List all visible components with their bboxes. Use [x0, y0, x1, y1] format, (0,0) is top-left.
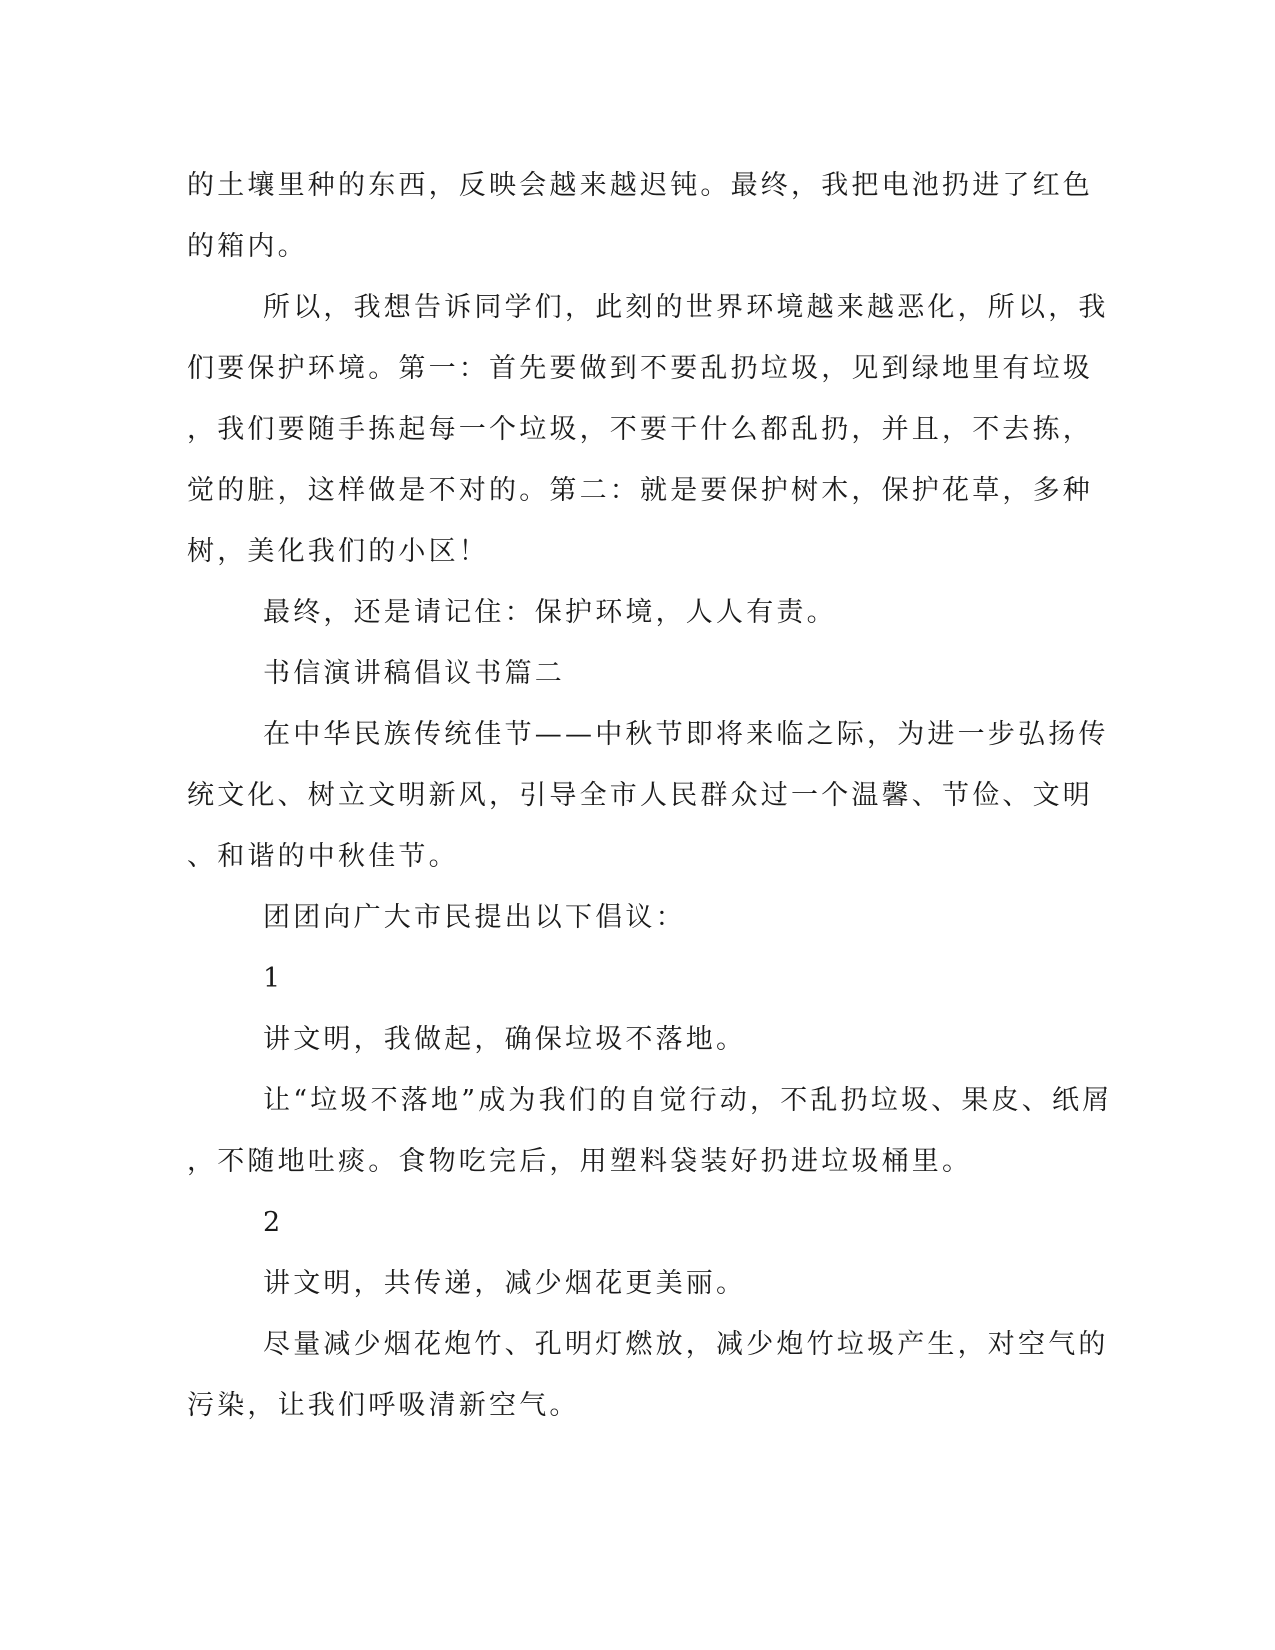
text-line: 的箱内。 — [187, 231, 308, 262]
text-line: 树，美化我们的小区！ — [187, 536, 489, 567]
text-line: 团团向广大市民提出以下倡议： — [263, 902, 686, 933]
text-line: 在中华民族传统佳节——中秋节即将来临之际，为进一步弘扬传 — [263, 719, 1109, 750]
text-line: 污染，让我们呼吸清新空气。 — [187, 1390, 580, 1421]
text-line: 、和谐的中秋佳节。 — [187, 841, 459, 872]
list-number: 2 — [263, 1207, 284, 1238]
text-line: 统文化、树立文明新风，引导全市人民群众过一个温馨、节俭、文明 — [187, 780, 1093, 811]
list-item-title: 讲文明，我做起，确保垃圾不落地。 — [263, 1024, 747, 1055]
text-line: ，我们要随手拣起每一个垃圾，不要干什么都乱扔，并且，不去拣， — [187, 414, 1093, 445]
text-line: 尽量减少烟花炮竹、孔明灯燃放，减少炮竹垃圾产生，对空气的 — [263, 1329, 1109, 1360]
text-line: 所以，我想告诉同学们，此刻的世界环境越来越恶化，所以，我 — [263, 292, 1109, 323]
text-line: ，不随地吐痰。食物吃完后，用塑料袋装好扔进垃圾桶里。 — [187, 1146, 973, 1177]
section-heading: 书信演讲稿倡议书篇二 — [263, 658, 565, 689]
list-item-title: 讲文明，共传递，减少烟花更美丽。 — [263, 1268, 747, 1299]
text-line: 让“垃圾不落地”成为我们的自觉行动，不乱扔垃圾、果皮、纸屑 — [263, 1085, 1113, 1116]
text-line: 们要保护环境。第一：首先要做到不要乱扔垃圾，见到绿地里有垃圾 — [187, 353, 1093, 384]
text-line: 的土壤里种的东西，反映会越来越迟钝。最终，我把电池扔进了红色 — [187, 170, 1093, 201]
text-line: 最终，还是请记住：保护环境，人人有责。 — [263, 597, 837, 628]
text-line: 觉的脏，这样做是不对的。第二：就是要保护树木，保护花草，多种 — [187, 475, 1093, 506]
document-body — [187, 155, 1113, 1436]
list-number: 1 — [263, 963, 284, 994]
